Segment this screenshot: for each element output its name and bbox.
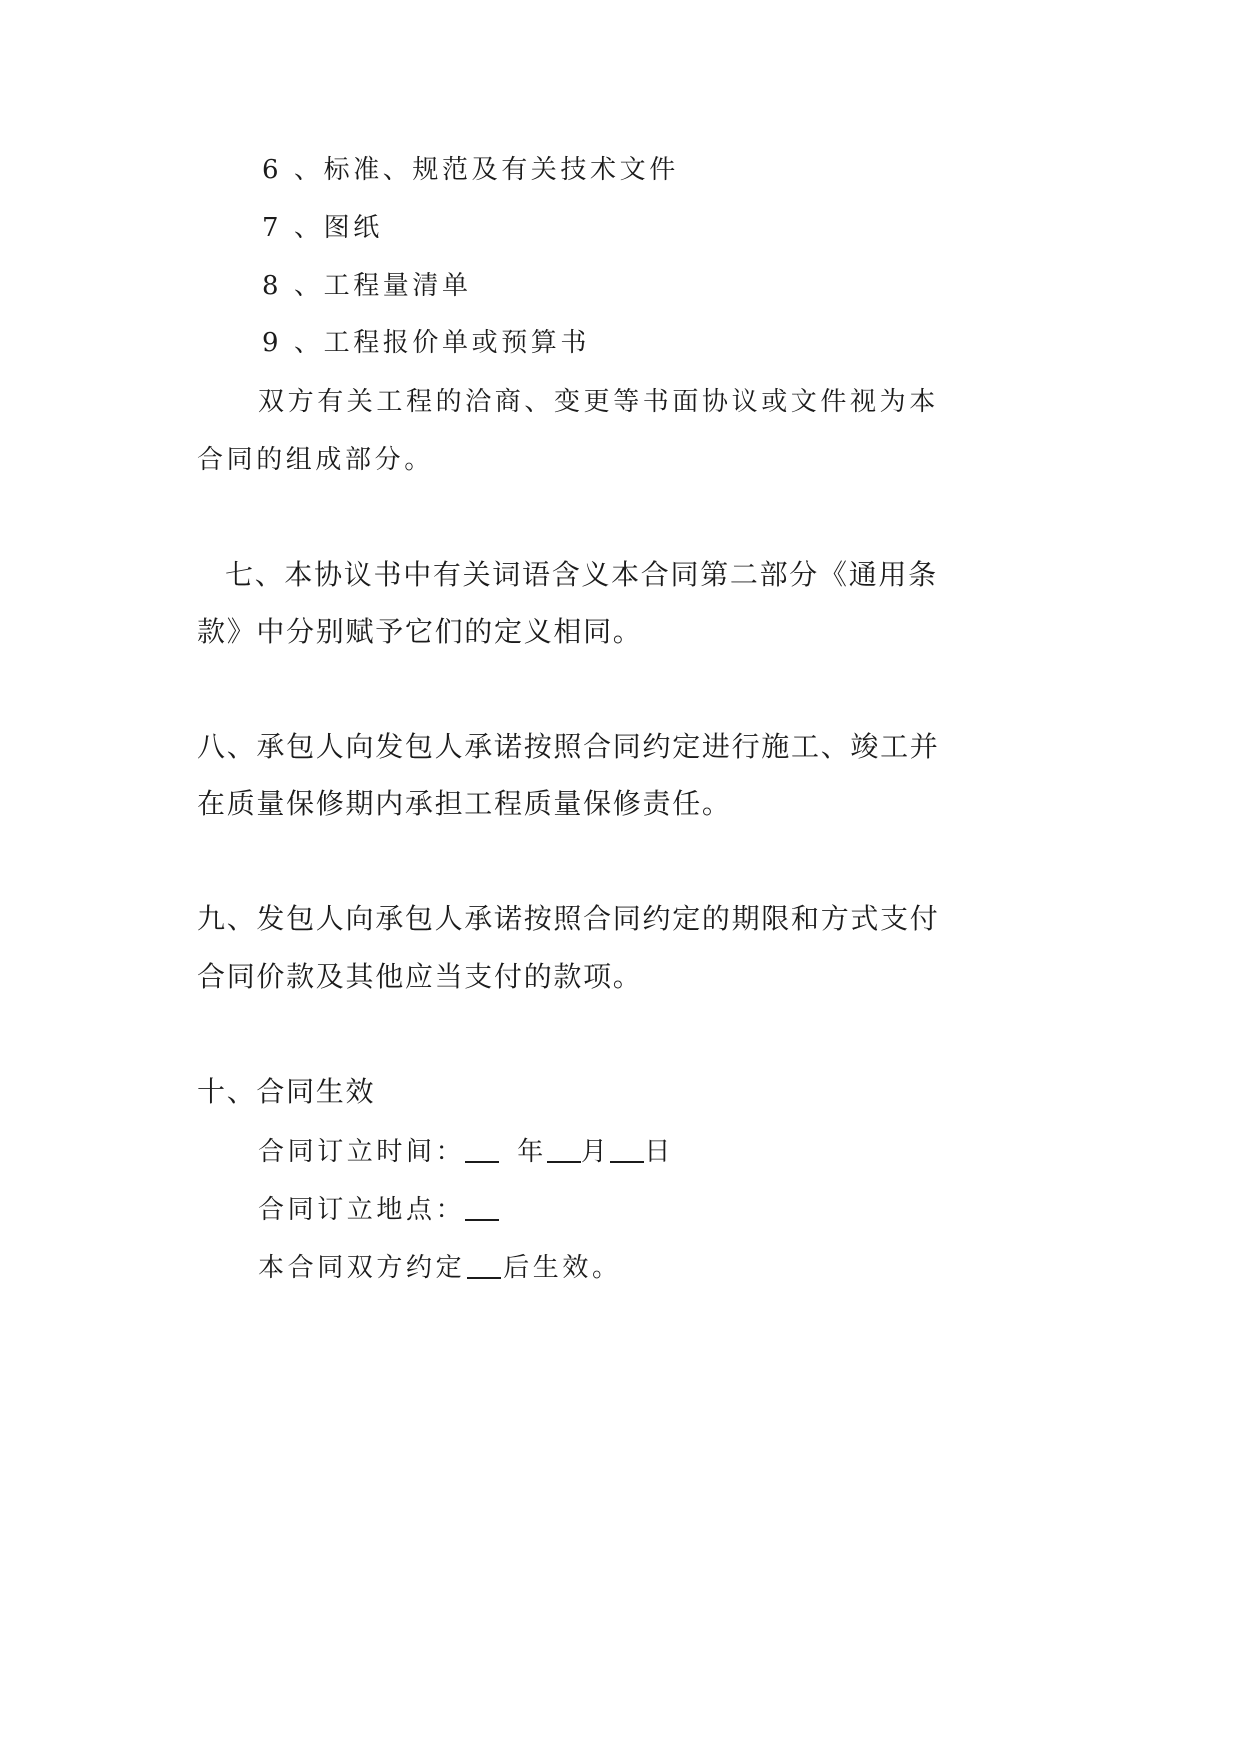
signing-time-label: 合同订立时间：	[258, 1137, 466, 1167]
clause-10-title: 十、合同生效	[197, 1075, 376, 1108]
place-blank	[465, 1193, 499, 1221]
year-unit: 年	[517, 1137, 547, 1167]
effective-condition-row	[258, 1250, 622, 1286]
signing-place-label: 合同订立地点：	[258, 1195, 466, 1225]
condition-blank	[467, 1251, 501, 1279]
documents-note-line: 合同的组成部分。	[197, 445, 434, 475]
effective-suffix: 后生效。	[503, 1253, 622, 1283]
day-blank	[610, 1135, 644, 1163]
day-unit: 日	[644, 1137, 675, 1167]
clause-7-line: 七、本协议书中有关词语含义本合同第二部分《通用条	[225, 558, 938, 591]
clause-8-line: 八、承包人向发包人承诺按照合同约定进行施工、竣工并	[197, 730, 940, 763]
list-item: 8 、工程量清单	[262, 271, 472, 301]
documents-note-line: 双方有关工程的洽商、变更等书面协议或文件视为本	[258, 387, 939, 417]
year-blank	[465, 1135, 499, 1163]
month-blank	[547, 1135, 581, 1163]
signing-time-row	[258, 1134, 674, 1170]
list-item: 6 、标准、规范及有关技术文件	[262, 155, 679, 185]
effective-prefix: 本合同双方约定	[258, 1253, 466, 1283]
clause-9-line: 九、发包人向承包人承诺按照合同约定的期限和方式支付	[197, 902, 940, 935]
month-unit: 月	[580, 1137, 611, 1167]
clause-7-line: 款》中分别赋予它们的定义相同。	[197, 615, 643, 648]
list-item: 7 、图纸	[262, 213, 383, 243]
signing-place-row	[258, 1192, 499, 1228]
clause-9-line: 合同价款及其他应当支付的款项。	[197, 960, 643, 993]
list-item: 9 、工程报价单或预算书	[262, 328, 591, 358]
clause-8-line: 在质量保修期内承担工程质量保修责任。	[197, 787, 732, 820]
